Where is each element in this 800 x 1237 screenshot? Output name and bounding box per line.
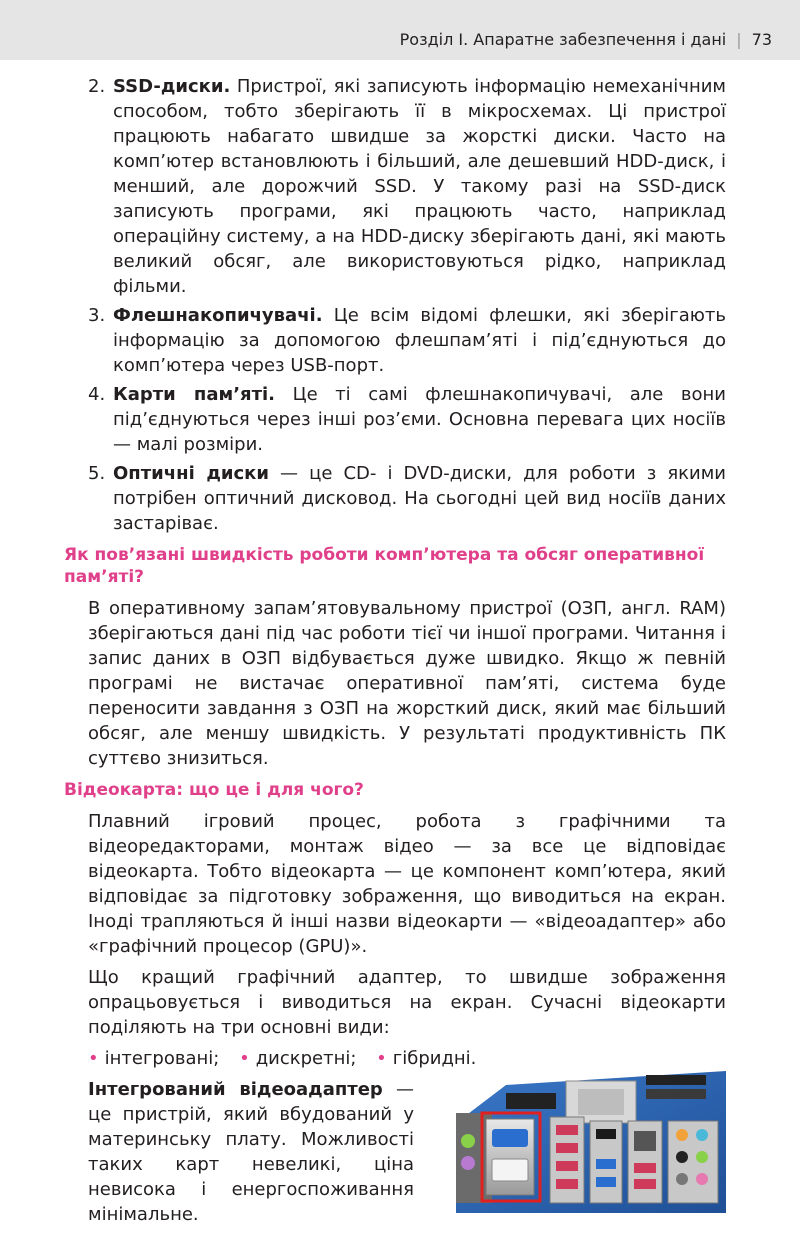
audio-jack (696, 1129, 708, 1141)
ram-paragraph: В оперативному запам’ятовувальному пристрої (ОЗП, англ. RAM) зберігаються дані під час роботи тієї чи іншої програми. Читання і запис даних в ОЗП відбувається дуже швидко. Якщо ж певній програмі не вистачає оперативної пам’яті, система буде переносити завдання з ОЗП на жорсткий диск, який має більший обсяг, але меншу швидкість. У результаті продуктивність ПК суттєво знизиться. (88, 598, 726, 769)
usb-port (556, 1143, 578, 1153)
list-text: Пристрої, які записують інформацію немеханічним способом, тобто зберігають її в мікросхемах. Ці пристрої працюють набагато швидше за жорсткі диски. Часто на комп’ютер встановлюють і більший, але дешевший HDD-диск, і менший, але дорожчий SSD. У такому разі на SSD-диск записують програми, які працюють часто, наприклад операційну систему, а на HDD-диску зберігають дані, які мають великий обсяг, але використовуються рідко, наприклад фільми. (113, 76, 726, 297)
heatsink (506, 1093, 556, 1109)
audio-jack (696, 1173, 708, 1185)
port (596, 1129, 616, 1139)
list-item (239, 1048, 356, 1069)
list-term: Оптичні диски (113, 463, 269, 484)
list-item (64, 303, 726, 378)
header-separator: | (736, 30, 742, 49)
usb-port (634, 1179, 656, 1189)
list-item (64, 382, 726, 457)
bullet-icon: • (88, 1048, 99, 1069)
integrated-adapter-block (64, 1077, 726, 1237)
list-term: Карти пам’яті. (113, 384, 276, 405)
cpu-socket-inner (578, 1089, 624, 1115)
usb3-port (596, 1177, 616, 1187)
dvi-port (492, 1159, 528, 1181)
ps2-port (461, 1156, 475, 1170)
header-text (400, 30, 772, 49)
bullet-icon: • (376, 1048, 387, 1069)
list-number: 5. (88, 463, 106, 484)
list-item (64, 74, 726, 299)
usb-port (556, 1125, 578, 1135)
integrated-term: Інтегрований відеоадаптер (88, 1079, 383, 1100)
audio-jack (676, 1173, 688, 1185)
ram-slot (646, 1075, 706, 1085)
list-text: Це всім відомі флешки, які зберігають інформацію за допомогою флешпам’яті і під’єднуються до комп’ютера через USB-порт. (113, 305, 726, 376)
page-header (0, 0, 800, 60)
bullet-text: інтегровані; (104, 1048, 220, 1069)
integrated-description: — це пристрій, який вбудований у материнську плату. Можливості таких карт невеликі, ціна невисока і енергоспоживання мінімальне. (88, 1079, 414, 1225)
bullet-text: дискретні; (255, 1048, 357, 1069)
videocard-paragraph-1: Плавний ігровий процес, робота з графічними та відеоредакторами, монтаж відео — за все це відповідає відеокарта. Тобто відеокарта — це компонент комп’ютера, який відповідає за підготовку зображення, що виводиться на екран. Іноді трапляються й інші назви відеокарти — «відеоадаптер» або «графічний процесор (GPU)». (88, 811, 726, 957)
usb-port (556, 1161, 578, 1171)
audio-jack (696, 1151, 708, 1163)
ram-slot (646, 1089, 706, 1099)
list-text: Це ті самі флешнакопичувачі, але вони під’єднуються через інші роз’єми. Основна перевага цих носіїв — малі розміри. (113, 384, 726, 455)
list-item (88, 1048, 219, 1069)
list-term: Флешнакопичувачі. (113, 305, 323, 326)
integrated-adapter-text (88, 1077, 414, 1227)
storage-list (64, 74, 726, 536)
audio-jack (676, 1129, 688, 1141)
list-term: SSD-диски. (113, 76, 231, 97)
vga-port (492, 1129, 528, 1147)
list-number: 3. (88, 305, 106, 326)
lan-port (634, 1131, 656, 1151)
chapter-title: Розділ І. Апаратне забезпечення і дані (399, 30, 727, 49)
page-content (64, 74, 726, 1237)
list-text: — це CD- і DVD-диски, для роботи з якими потрібен оптичний дисковод. На сьогодні цей вид носіїв даних застаріває. (113, 463, 726, 534)
section-heading-ram: Як пов’язані швидкість роботи комп’ютера та обсяг оперативної пам’яті? (64, 545, 705, 587)
list-item (64, 461, 726, 536)
audio-block (668, 1121, 718, 1203)
videocard-paragraph-2: Що кращий графічний адаптер, то швидше зображення опрацьовується і виводиться на екран. Сучасні відеокарти поділяють на три основні види: (88, 967, 726, 1038)
usb3-port (596, 1159, 616, 1169)
list-number: 2. (88, 76, 106, 97)
section-heading-videocard: Відеокарта: що це і для чого? (64, 780, 364, 800)
usb-port (556, 1179, 578, 1189)
page-number: 73 (751, 30, 772, 49)
audio-jack (676, 1151, 688, 1163)
bullet-text: гібридні. (392, 1048, 477, 1069)
motherboard-photo (446, 1063, 726, 1223)
bullet-icon: • (239, 1048, 250, 1069)
ps2-port (461, 1134, 475, 1148)
list-number: 4. (88, 384, 106, 405)
usb-port (634, 1163, 656, 1173)
